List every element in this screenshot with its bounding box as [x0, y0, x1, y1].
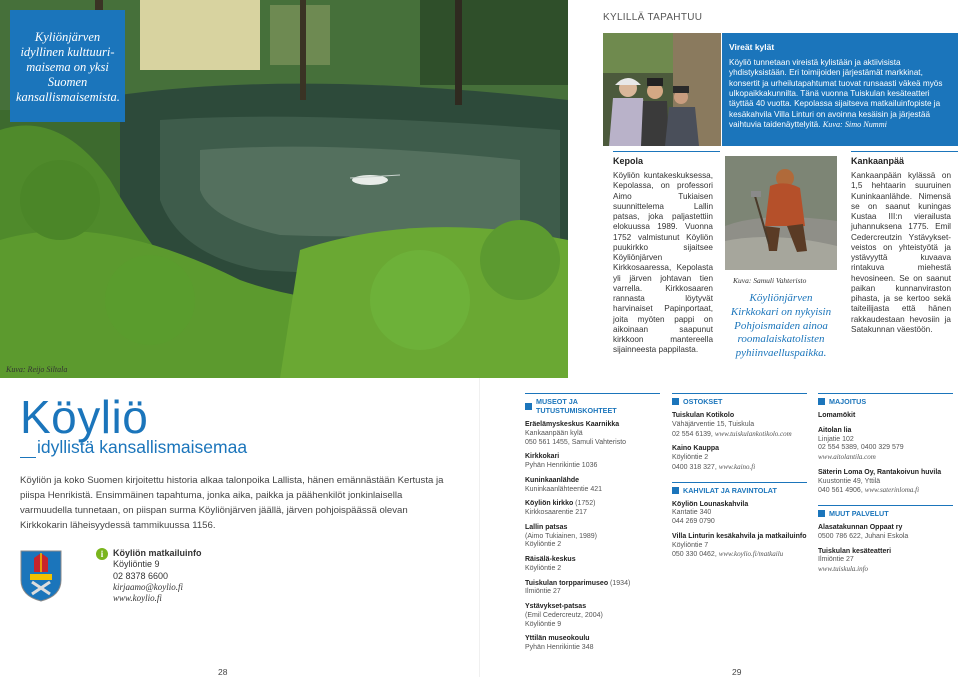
listing-item-web-link[interactable]: www.tuiskulankotikolo.com	[714, 429, 792, 438]
listing-item-name: Kaino Kauppa	[672, 445, 720, 453]
listing-item-phone: 02 554 6139,	[672, 430, 715, 438]
listing-item	[525, 603, 660, 629]
accommodation-list	[818, 412, 953, 496]
listing-item-contact	[672, 550, 807, 560]
listing-column-accommodation	[818, 393, 953, 575]
listing-item-phone: 040 561 4906,	[818, 487, 865, 495]
category-header-accommodation: MAJOITUS	[818, 393, 953, 406]
kankaanpaa-heading: Kankaanpää	[851, 156, 905, 166]
listing-item-name: Köyliön Lounaskahvila	[672, 500, 749, 508]
listing-item-contact	[672, 463, 807, 473]
listing-item-detail: Pyhän Henrikintie 1036	[525, 462, 598, 469]
koylio-coat-of-arms-icon	[20, 550, 62, 602]
category-square-icon	[525, 403, 532, 410]
category-header-museums: MUSEOT JA TUTUSTUMISKOHTEET	[525, 393, 660, 415]
listing-item-detail: Pyhän Henrikintie 348	[525, 644, 594, 651]
page-number-left: 28	[218, 667, 228, 677]
festival-photo	[603, 33, 721, 146]
listing-item	[525, 453, 660, 471]
listing-item	[525, 635, 660, 653]
listing-item-detail: Vähäjärventie 15, Tuiskula	[672, 420, 755, 428]
listing-item-name: Alasatakunnan Oppaat ry	[818, 524, 903, 531]
category-header-cafes: KAHVILAT JA RAVINTOLAT	[672, 482, 807, 495]
museum-list	[525, 421, 660, 653]
listing-item	[818, 548, 953, 575]
tourist-info-block	[113, 548, 202, 604]
category-square-icon	[818, 398, 825, 405]
listing-item-detail: 050 561 1455, Samuli Vahteristo	[525, 438, 627, 446]
listing-item-name: Räisälä-keskus	[525, 556, 576, 563]
listing-item-detail: 02 554 5389, 0400 329 579	[818, 444, 904, 452]
listing-item-name: Kirkkokari	[525, 453, 560, 461]
listing-item-contact	[818, 486, 953, 496]
page-number-right: 29	[732, 667, 742, 677]
info-icon: i	[96, 548, 108, 560]
listing-item	[525, 500, 660, 518]
listing-item-contact	[818, 453, 953, 463]
page-title: Köyliö	[20, 391, 149, 443]
listing-item-web-link[interactable]: www.aitolantila.com	[818, 453, 876, 461]
listing-item	[818, 524, 953, 542]
page-subtitle: idyllistä kansallismaisemaa	[37, 437, 248, 457]
category-square-icon	[672, 398, 679, 405]
reenactor-photo-credit: Kuva: Samuli Vahteristo	[733, 276, 807, 285]
category-square-icon	[818, 510, 825, 517]
info-email-link[interactable]: kirjaamo@koylio.fi	[113, 581, 184, 592]
listing-item	[672, 533, 807, 560]
listing-item	[525, 556, 660, 574]
listing-item	[818, 412, 953, 421]
photo-credit: Kuva: Reijo Siltala	[6, 365, 68, 374]
listing-item-detail: Kirkkosaarentie 217	[525, 509, 587, 516]
listing-item-detail: Kuninkaanlähteentie 421	[525, 485, 603, 493]
listing-item	[672, 412, 807, 439]
listing-item	[818, 469, 953, 496]
listing-item-detail: Linjatie 102	[818, 435, 854, 443]
pull-quote: Köyliönjärven Kirkkokari on nykyisin Pohjoismaiden ainoa roomalaiskatolisten pyhiinvaelluspaikka.	[730, 292, 832, 359]
listing-item-detail: Köyliöntie 2	[672, 454, 709, 461]
listing-item-name: Lomamökit	[818, 412, 856, 419]
listing-item-detail: Köyliöntie 2	[525, 541, 562, 549]
shopping-list	[672, 412, 807, 473]
listing-item	[818, 427, 953, 463]
info-web-link[interactable]: www.koylio.fi	[113, 593, 162, 603]
quote-box: Kyliönjärven idyllinen kulttuuri-maisema on yksi Suomen kansallismaisemista.	[10, 10, 125, 122]
listing-column-museums	[525, 393, 660, 653]
listing-item	[672, 501, 807, 527]
listing-column-shopping	[672, 393, 807, 560]
listing-item	[525, 477, 660, 495]
category-header-shopping: OSTOKSET	[672, 393, 807, 406]
listing-item-name: Tuiskulan torpparimuseo (1934)	[525, 579, 631, 587]
listing-item-phone: 050 330 0462,	[672, 551, 719, 559]
other-services-list	[818, 524, 953, 575]
info-title: Köyliön matkailuinfo	[113, 548, 202, 558]
listing-item	[672, 445, 807, 472]
listing-item-name: Yttilän museokoulu	[525, 635, 590, 643]
listing-item-detail: Ilmiöntie 27	[525, 588, 561, 596]
reenactor-photo	[725, 156, 837, 270]
listing-item-phone: 0400 318 327,	[672, 463, 719, 471]
listing-item-detail: (Emil Cedercreutz, 2004)	[525, 611, 603, 619]
section-heading: KYLILLÄ TAPAHTUU	[603, 12, 703, 23]
category-header-other-services: MUUT PALVELUT	[818, 505, 953, 518]
listing-item	[525, 524, 660, 550]
listing-item-web-link[interactable]: www.tuiskula.info	[818, 565, 869, 573]
listing-item	[525, 580, 660, 598]
subtitle-dash	[20, 457, 36, 458]
listing-item-name: Villa Linturin kesäkahvila ja matkailuinfo	[672, 532, 807, 540]
festival-text: Köyliö tunnetaan vireistä kylistään ja aktiivisista yhdistyksistään. Eri toimijoiden järjestämät markkinat, konsertit ja urheilutapahtumat tuovat runsaasti väkeä myös ulkopaikkakunnilta. Tänä vuonna Tuiskulan kesäteatteri täyttää 40 vuotta. Kepolassa sijaitseva matkailuinfopiste ja kesäkahvila Villa Linturi on avoinna kesäisin ja järjestää vaihtuvia taidenäyttelyitä.	[729, 57, 943, 130]
listing-item-detail: Kantatie 340	[672, 509, 712, 517]
kankaanpaa-text: Kankaanpään kylässä on 1,5 hehtaarin suuruinen Kuninkaanlähde. Nimensä se on saanut kuningas Kustaa III:n vierailusta juhannuksena 1775. Emil Cedercreutzin Ystävykset-veistos on yhteistyötä ja ystävyyttä kuvaava rintakuva miehestä hevosineen. Se on saanut paikan kunnanviraston pihasta, ja se kertoo sekä taiteilijasta että hänen rakkaudestaan hevosiin ja Satakunnan väestöön.	[851, 171, 951, 334]
listing-item-name: Tuiskulan kesäteatteri	[818, 547, 892, 555]
listing-item-name: Ystävykset-patsas	[525, 603, 587, 610]
listing-item-detail: Köyliöntie 7	[672, 541, 709, 549]
festival-title: Vireät kylät	[729, 42, 775, 52]
cafe-list	[672, 501, 807, 561]
info-phone: 02 8378 6600	[113, 570, 169, 581]
listing-item-name: Lallin patsas	[525, 523, 568, 531]
kepola-heading: Kepola	[613, 156, 644, 166]
listing-item-name: Tuiskulan Kotikolo	[672, 412, 735, 419]
kepola-rule	[613, 151, 720, 152]
listing-item-detail: 0500 786 622, Juhani Eskola	[818, 532, 909, 540]
listing-item-detail: Ilmiöntie 27	[818, 556, 854, 564]
listing-item-contact	[672, 430, 807, 440]
listing-item-web-link[interactable]: www.koylio.fi/matkailu	[718, 550, 784, 559]
kankaanpaa-rule	[851, 151, 958, 152]
listing-item-web-link[interactable]: www.kaino.fi	[718, 462, 756, 471]
listing-item-detail: Köyliöntie 2	[525, 564, 562, 572]
listing-item-name: Eräelämyskeskus Kaarnikka	[525, 421, 620, 428]
listing-item-detail: 044 269 0790	[672, 518, 715, 525]
listing-item-detail: Kankaanpään kylä	[525, 429, 583, 437]
listing-item-contact	[818, 565, 953, 575]
festival-info-box	[722, 33, 958, 146]
listing-item-name: Aitolan lia	[818, 426, 852, 434]
listing-item-detail: Köyliöntie 9	[525, 620, 562, 628]
info-address: Köyliöntie 9	[113, 559, 160, 570]
intro-paragraph: Köyliön ja koko Suomen kirjoitettu historia alkaa talonpoika Lallista, hänen emännästään Kertusta ja piispa Henrikistä. Ensimmäinen tapahtuma, jonka aika, paikka ja päähenkilöt jonkinlaisella varmuudella tunnetaan, on piispan surma Köyliönjärven jäällä, järven pohjoispäässä olevan Kirkkokarin läheisyydessä tammikuussa 1156.	[20, 475, 444, 531]
listing-item-name: Kuninkaanlähde	[525, 476, 580, 484]
listing-item-web-link[interactable]: www.saterinloma.fi	[864, 486, 920, 495]
listing-item	[525, 421, 660, 447]
kepola-text: Köyliön kuntakeskuksessa, Kepolassa, on professori Aimo Tukiaisen suunnittelema Lallin patsas, joka paljastettiin elokuussa 1989. Vuonna 1752 valmistunut Köyliön puukirkko sijaitsee Köyliönjärven Kirkkosaaressa, Kepolasta yli järven johtavan tien varrella. Kirkkosaaren rannasta löytyvät harvinaiset Papinportaat, joita myöten pappi on aikoinaan saapunut kirkkoon mantereella sijainneesta pappilasta.	[613, 171, 713, 355]
listing-item-detail: Kuustontie 49, Yttilä	[818, 477, 881, 485]
listing-item-name: Köyliön kirkko (1752)	[525, 500, 596, 508]
listing-item-detail: (Aimo Tukiainen, 1989)	[525, 532, 597, 540]
festival-photo-credit: Kuva: Simo Nummi	[822, 120, 887, 130]
listing-item-name: Säterin Loma Oy, Rantakoivun huvila	[818, 468, 942, 476]
category-square-icon	[672, 487, 679, 494]
